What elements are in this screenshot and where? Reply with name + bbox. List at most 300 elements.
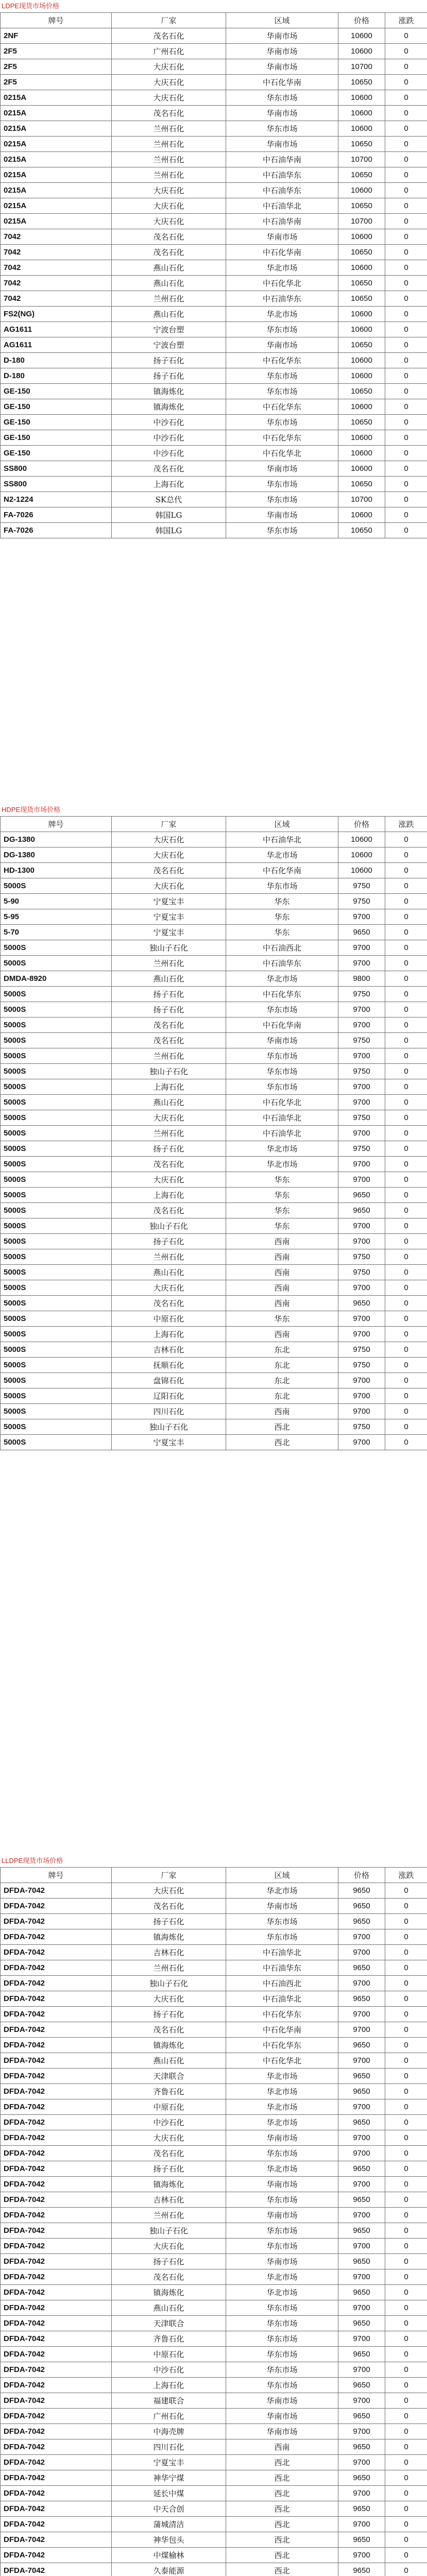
grade-cell: 5000S [1,1373,112,1388]
grade-cell: AG1611 [1,337,112,353]
region-cell: 中石化华南 [226,2022,338,2038]
table-row [1,1203,427,1218]
grade-cell: 0215A [1,90,112,106]
region-cell: 华东市场 [226,2331,338,2347]
grade-cell: DFDA-7042 [1,2501,112,2517]
region-cell: 华东市场 [226,1048,338,1064]
change-cell: 0 [385,1435,427,1450]
price-cell: 9700 [338,2393,385,2409]
region-cell: 东北 [226,1388,338,1404]
region-cell: 华东市场 [226,2300,338,2316]
change-cell: 0 [385,28,427,44]
price-cell: 10600 [338,430,385,446]
factory-cell: 扬子石化 [112,2254,226,2269]
factory-cell: 上海石化 [112,477,226,492]
change-cell: 0 [385,2486,427,2501]
region-cell: 中石油华北 [226,1110,338,1126]
change-cell: 0 [385,2300,427,2316]
region-cell: 华东 [226,1172,338,1188]
grade-cell: D-180 [1,353,112,368]
grade-cell: 5000S [1,1018,112,1033]
table-row [1,2053,427,2069]
region-cell: 西北 [226,2486,338,2501]
factory-cell: 韩国LG [112,523,226,538]
change-cell: 0 [385,1342,427,1358]
grade-cell: 5000S [1,1002,112,1018]
region-cell: 华南市场 [226,2208,338,2223]
region-cell: 华北市场 [226,2084,338,2099]
region-cell: 华北市场 [226,2285,338,2300]
grade-cell: 2F5 [1,44,112,59]
table-row [1,1002,427,1018]
factory-cell: 燕山石化 [112,2300,226,2316]
factory-cell: 茂名石化 [112,1018,226,1033]
region-cell: 华北市场 [226,1157,338,1172]
grade-cell: 5000S [1,1419,112,1435]
table-row [1,894,427,909]
price-cell: 9700 [338,1404,385,1419]
price-cell: 9750 [338,1141,385,1157]
table-row [1,1172,427,1188]
grade-cell: DFDA-7042 [1,2331,112,2347]
region-cell: 西北 [226,2532,338,2548]
region-cell: 西北 [226,1435,338,1450]
change-cell: 0 [385,2099,427,2115]
change-cell: 0 [385,2532,427,2548]
change-cell: 0 [385,198,427,214]
factory-cell: 镇海炼化 [112,2285,226,2300]
region-cell: 西北 [226,1419,338,1435]
change-cell: 0 [385,2409,427,2424]
change-cell: 0 [385,1095,427,1110]
price-cell: 9650 [338,1960,385,1976]
factory-cell: 广州石化 [112,44,226,59]
region-cell: 华东市场 [226,2316,338,2331]
table-row [1,291,427,307]
section-title: LDPE现货市场价格 [2,2,59,10]
grade-cell: 5000S [1,1110,112,1126]
price-cell: 10600 [338,368,385,384]
region-cell: 东北 [226,1358,338,1373]
factory-cell: 兰州石化 [112,152,226,167]
column-header: 涨跌 [385,1868,427,1883]
grade-cell: GE-150 [1,415,112,430]
price-cell: 9700 [338,2022,385,2038]
region-cell: 华东市场 [226,2347,338,2362]
table-row [1,90,427,106]
price-cell: 9650 [338,2501,385,2517]
factory-cell: 茂名石化 [112,106,226,121]
factory-cell: 上海石化 [112,1327,226,1342]
table-row [1,167,427,183]
factory-cell: 中原石化 [112,2347,226,2362]
change-cell: 0 [385,2208,427,2223]
factory-cell: 大庆石化 [112,75,226,90]
price-cell: 10650 [338,276,385,291]
factory-cell: 兰州石化 [112,121,226,137]
table-row [1,1914,427,1929]
grade-cell: DFDA-7042 [1,2470,112,2486]
price-cell: 10650 [338,167,385,183]
change-cell: 0 [385,137,427,152]
region-cell: 华东市场 [226,2362,338,2378]
region-cell: 华东市场 [226,2223,338,2239]
factory-cell: 吉林石化 [112,2192,226,2208]
table-row [1,1280,427,1296]
change-cell: 0 [385,59,427,75]
table-row [1,2347,427,2362]
grade-cell: 5000S [1,1280,112,1296]
grade-cell: 0215A [1,214,112,229]
region-cell: 华东市场 [226,90,338,106]
grade-cell: 5000S [1,878,112,894]
change-cell: 0 [385,832,427,848]
change-cell: 0 [385,167,427,183]
change-cell: 0 [385,106,427,121]
grade-cell: DFDA-7042 [1,2084,112,2099]
grade-cell: DFDA-7042 [1,1929,112,1945]
change-cell: 0 [385,1280,427,1296]
region-cell: 华北市场 [226,2115,338,2130]
change-cell: 0 [385,2038,427,2053]
grade-cell: DFDA-7042 [1,1960,112,1976]
change-cell: 0 [385,353,427,368]
price-cell: 10600 [338,260,385,276]
price-cell: 9700 [338,1002,385,1018]
change-cell: 0 [385,1203,427,1218]
column-header: 价格 [338,817,385,832]
grade-cell: DFDA-7042 [1,2362,112,2378]
factory-cell: 上海石化 [112,1079,226,1095]
factory-cell: 中海壳牌 [112,2424,226,2439]
price-cell: 9700 [338,2208,385,2223]
factory-cell: 扬子石化 [112,1002,226,1018]
price-cell: 9650 [338,2084,385,2099]
change-cell: 0 [385,492,427,507]
change-cell: 0 [385,2161,427,2177]
table-row [1,1064,427,1079]
grade-cell: DFDA-7042 [1,1899,112,1914]
region-cell: 东北 [226,1342,338,1358]
region-cell: 华南市场 [226,44,338,59]
change-cell: 0 [385,1064,427,1079]
grade-cell: DFDA-7042 [1,2161,112,2177]
table-row [1,214,427,229]
grade-cell: 5000S [1,1435,112,1450]
factory-cell: 大庆石化 [112,59,226,75]
factory-cell: 吉林石化 [112,1342,226,1358]
price-cell: 10600 [338,106,385,121]
grade-cell: DFDA-7042 [1,2455,112,2470]
table-row [1,2517,427,2532]
change-cell: 0 [385,121,427,137]
grade-cell: DG-1380 [1,848,112,863]
table-row [1,1991,427,2007]
grade-cell: DFDA-7042 [1,1914,112,1929]
price-cell: 9700 [338,1079,385,1095]
region-cell: 中石化华南 [226,245,338,260]
price-cell: 10650 [338,198,385,214]
region-cell: 华东市场 [226,523,338,538]
price-cell: 10650 [338,291,385,307]
table-row [1,384,427,399]
factory-cell: 茂名石化 [112,1157,226,1172]
change-cell: 0 [385,291,427,307]
factory-cell: 茂名石化 [112,1203,226,1218]
price-cell: 9700 [338,2517,385,2532]
factory-cell: 大庆石化 [112,1172,226,1188]
price-section [0,1855,427,2576]
column-header: 区域 [226,13,338,28]
price-cell: 9700 [338,2269,385,2285]
factory-cell: 燕山石化 [112,1265,226,1280]
table-row [1,1249,427,1265]
region-cell: 中石化华东 [226,430,338,446]
change-cell: 0 [385,2069,427,2084]
price-cell: 9650 [338,1991,385,2007]
grade-cell: DFDA-7042 [1,2393,112,2409]
grade-cell: DFDA-7042 [1,1945,112,1960]
factory-cell: 宁夏宝丰 [112,894,226,909]
price-section [0,0,427,538]
change-cell: 0 [385,1311,427,1327]
change-cell: 0 [385,1976,427,1991]
change-cell: 0 [385,2130,427,2146]
change-cell: 0 [385,1048,427,1064]
factory-cell: 扬子石化 [112,2161,226,2177]
price-cell: 9750 [338,1265,385,1280]
factory-cell: 福建联合 [112,2393,226,2409]
change-cell: 0 [385,2517,427,2532]
change-cell: 0 [385,971,427,987]
table-row [1,2115,427,2130]
table-row [1,507,427,523]
factory-cell: 独山子石化 [112,1064,226,1079]
grade-cell: 5000S [1,1095,112,1110]
table-row [1,940,427,956]
change-cell: 0 [385,2239,427,2254]
change-cell: 0 [385,2146,427,2161]
region-cell: 华南市场 [226,1899,338,1914]
price-cell: 9750 [338,878,385,894]
factory-cell: 燕山石化 [112,971,226,987]
grade-cell: 5000S [1,1234,112,1249]
change-cell: 0 [385,1899,427,1914]
table-row [1,2146,427,2161]
price-cell: 9700 [338,2424,385,2439]
price-cell: 9700 [338,1327,385,1342]
region-cell: 华东市场 [226,477,338,492]
change-cell: 0 [385,245,427,260]
grade-cell: DFDA-7042 [1,2146,112,2161]
grade-cell: 5000S [1,1079,112,1095]
price-cell: 10600 [338,507,385,523]
price-table [0,12,427,538]
grade-cell: 5000S [1,987,112,1002]
table-row [1,368,427,384]
change-cell: 0 [385,1172,427,1188]
change-cell: 0 [385,337,427,353]
price-cell: 9750 [338,1033,385,1048]
factory-cell: 天津联合 [112,2069,226,2084]
grade-cell: 7042 [1,260,112,276]
table-row [1,152,427,167]
column-header: 牌号 [1,13,112,28]
table-row [1,137,427,152]
table-row [1,75,427,90]
table-row [1,2161,427,2177]
change-cell: 0 [385,1157,427,1172]
price-cell: 9700 [338,956,385,971]
change-cell: 0 [385,1883,427,1899]
grade-cell: 0215A [1,183,112,198]
change-cell: 0 [385,848,427,863]
factory-cell: 扬子石化 [112,987,226,1002]
region-cell: 华北市场 [226,260,338,276]
change-cell: 0 [385,461,427,477]
price-cell: 9700 [338,940,385,956]
table-row [1,2099,427,2115]
grade-cell: DFDA-7042 [1,2486,112,2501]
grade-cell: DFDA-7042 [1,2532,112,2548]
table-row [1,59,427,75]
price-cell: 9700 [338,1373,385,1388]
grade-cell: 5000S [1,1172,112,1188]
price-cell: 9700 [338,1048,385,1064]
price-cell: 10650 [338,75,385,90]
price-cell: 10650 [338,137,385,152]
factory-cell: 茂名石化 [112,461,226,477]
change-cell: 0 [385,1296,427,1311]
grade-cell: 0215A [1,121,112,137]
table-row [1,956,427,971]
change-cell: 0 [385,523,427,538]
grade-cell: N2-1224 [1,492,112,507]
region-cell: 西南 [226,1280,338,1296]
table-row [1,1234,427,1249]
region-cell: 华东市场 [226,1914,338,1929]
price-cell: 9700 [338,2455,385,2470]
change-cell: 0 [385,152,427,167]
factory-cell: 兰州石化 [112,137,226,152]
price-cell: 9700 [338,1218,385,1234]
change-cell: 0 [385,307,427,322]
grade-cell: 7042 [1,276,112,291]
factory-cell: 宁波台塑 [112,337,226,353]
change-cell: 0 [385,1914,427,1929]
change-cell: 0 [385,1388,427,1404]
change-cell: 0 [385,1188,427,1203]
factory-cell: 大庆石化 [112,183,226,198]
factory-cell: 宁波台塑 [112,322,226,337]
grade-cell: DFDA-7042 [1,2099,112,2115]
grade-cell: 5000S [1,1249,112,1265]
table-row [1,353,427,368]
price-cell: 9700 [338,2130,385,2146]
price-cell: 10650 [338,477,385,492]
price-cell: 10700 [338,492,385,507]
price-cell: 10650 [338,245,385,260]
factory-cell: 大庆石化 [112,90,226,106]
table-row [1,1327,427,1342]
price-cell: 9700 [338,909,385,925]
table-row [1,1976,427,1991]
table-row [1,2470,427,2486]
region-cell: 华东市场 [226,384,338,399]
change-cell: 0 [385,1218,427,1234]
region-cell: 西北 [226,2517,338,2532]
factory-cell: 独山子石化 [112,1419,226,1435]
factory-cell: 神华包头 [112,2532,226,2548]
price-cell: 10600 [338,322,385,337]
region-cell: 中石化华东 [226,399,338,415]
table-row [1,987,427,1002]
region-cell: 华南市场 [226,2409,338,2424]
table-row [1,971,427,987]
change-cell: 0 [385,322,427,337]
price-cell: 10600 [338,44,385,59]
table-row [1,1079,427,1095]
price-cell: 9700 [338,1311,385,1327]
table-row [1,2316,427,2331]
price-cell: 9700 [338,2300,385,2316]
region-cell: 中石油西北 [226,1976,338,1991]
region-cell: 华东市场 [226,2192,338,2208]
grade-cell: DFDA-7042 [1,2548,112,2563]
price-cell: 9700 [338,1234,385,1249]
table-row [1,1358,427,1373]
table-row [1,229,427,245]
region-cell: 华南市场 [226,229,338,245]
price-cell: 9700 [338,1929,385,1945]
grade-cell: 5000S [1,1311,112,1327]
region-cell: 中石化华东 [226,2038,338,2053]
table-row [1,1188,427,1203]
factory-cell: 兰州石化 [112,1048,226,1064]
change-cell: 0 [385,925,427,940]
price-cell: 10600 [338,848,385,863]
region-cell: 东北 [226,1373,338,1388]
factory-cell: 大庆石化 [112,878,226,894]
factory-cell: 大庆石化 [112,1883,226,1899]
change-cell: 0 [385,90,427,106]
price-cell: 9750 [338,1110,385,1126]
grade-cell: 5000S [1,1327,112,1342]
price-cell: 9700 [338,1945,385,1960]
table-row [1,2208,427,2223]
change-cell: 0 [385,2084,427,2099]
change-cell: 0 [385,507,427,523]
price-cell: 10600 [338,121,385,137]
region-cell: 华南市场 [226,461,338,477]
table-row [1,1883,427,1899]
grade-cell: GE-150 [1,430,112,446]
region-cell: 华南市场 [226,137,338,152]
price-cell: 9700 [338,2146,385,2161]
factory-cell: 兰州石化 [112,291,226,307]
region-cell: 华东 [226,1203,338,1218]
factory-cell: 燕山石化 [112,260,226,276]
table-row [1,307,427,322]
grade-cell: GE-150 [1,384,112,399]
price-cell: 9750 [338,1419,385,1435]
change-cell: 0 [385,909,427,925]
price-cell: 10600 [338,832,385,848]
price-cell: 9700 [338,2486,385,2501]
price-cell: 9750 [338,1064,385,1079]
price-cell: 9700 [338,1435,385,1450]
region-cell: 华南市场 [226,2130,338,2146]
